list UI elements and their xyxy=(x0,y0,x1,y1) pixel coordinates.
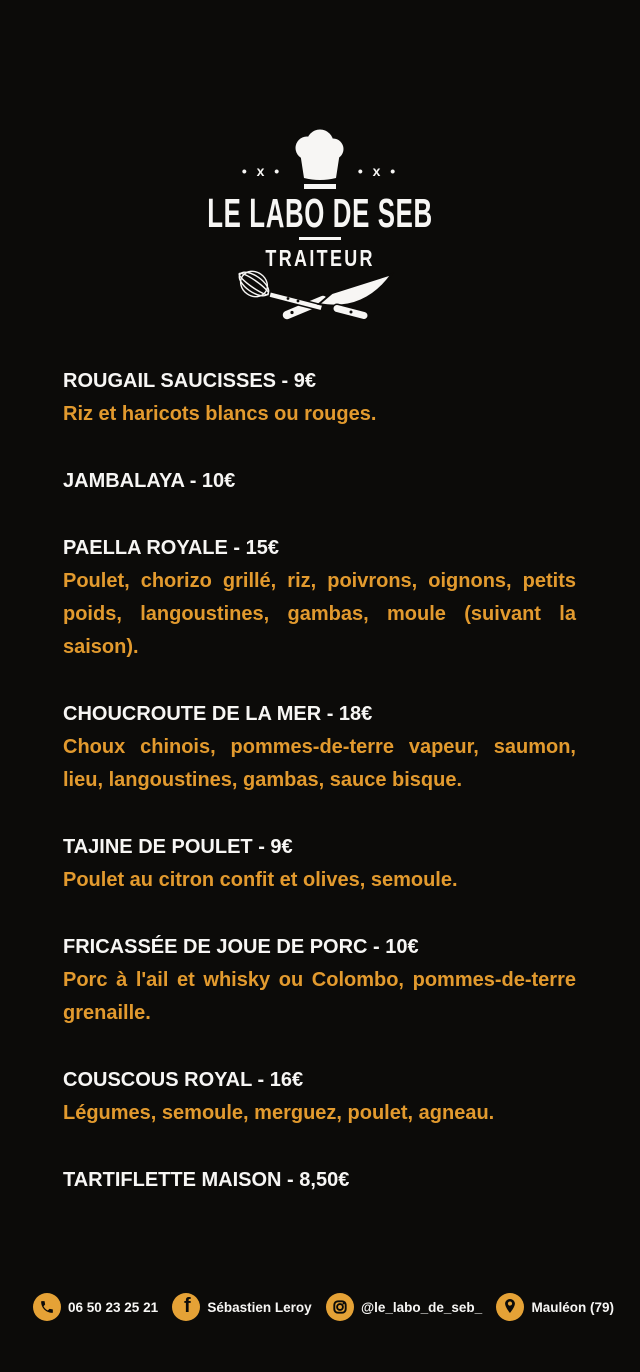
location-pin-icon xyxy=(496,1293,524,1321)
brand-logo xyxy=(0,0,640,340)
menu-item-title: JAMBALAYA - 10€ xyxy=(63,470,236,492)
brand-divider xyxy=(299,237,341,240)
menu-item-title: FRICASSÉE DE JOUE DE PORC - 10€ xyxy=(63,936,419,958)
menu-item-description: Poulet au citron confit et olives, semoule. xyxy=(63,869,458,891)
facebook-contact[interactable] xyxy=(172,1293,311,1321)
chef-hat-icon xyxy=(291,129,349,191)
menu-list xyxy=(63,365,576,1231)
menu-item-couscous-royal xyxy=(63,1064,576,1130)
location-name: Mauléon (79) xyxy=(531,1299,614,1315)
facebook-name: Sébastien Leroy xyxy=(207,1299,312,1315)
menu-item-paella-royale xyxy=(63,532,576,664)
menu-item-tartiflette-maison xyxy=(63,1164,576,1197)
menu-item-description: Choux chinois, pommes-de-terre vapeur, saumon, lieu, langoustines, gambas, sauce bisque. xyxy=(63,736,576,791)
decoration-right: • x • xyxy=(357,163,399,179)
instagram-handle: @le_labo_de_seb_ xyxy=(360,1299,483,1315)
phone-number: 06 50 23 25 21 xyxy=(68,1299,159,1315)
whisk-and-knife-icon xyxy=(224,263,396,323)
menu-item-title: TARTIFLETTE MAISON - 8,50€ xyxy=(63,1169,350,1191)
menu-item-fricassee-de-joue-de-porc xyxy=(63,931,576,1030)
menu-item-description: Porc à l'ail et whisky ou Colombo, pommes-de-terre grenaille. xyxy=(63,969,576,1024)
phone-icon xyxy=(33,1293,61,1321)
contact-footer xyxy=(33,1292,614,1322)
menu-item-rougail-saucisses xyxy=(63,365,576,431)
menu-item-description: Riz et haricots blancs ou rouges. xyxy=(63,403,377,425)
phone-contact[interactable] xyxy=(33,1293,158,1321)
instagram-contact[interactable] xyxy=(326,1293,482,1321)
menu-item-title: COUSCOUS ROYAL - 16€ xyxy=(63,1069,304,1091)
brand-name: LE LABO DE SEB xyxy=(207,190,433,236)
instagram-icon xyxy=(326,1293,354,1321)
menu-item-description: Légumes, semoule, merguez, poulet, agneau. xyxy=(63,1102,495,1124)
menu-item-title: PAELLA ROYALE - 15€ xyxy=(63,537,279,559)
menu-item-jambalaya xyxy=(63,465,576,498)
location-contact[interactable] xyxy=(496,1293,614,1321)
menu-item-tajine-de-poulet xyxy=(63,831,576,897)
menu-item-description: Poulet, chorizo grillé, riz, poivrons, oignons, petits poids, langoustines, gambas, moule (suivant la saison). xyxy=(63,570,576,658)
facebook-icon: f xyxy=(172,1293,200,1321)
menu-item-title: CHOUCROUTE DE LA MER - 18€ xyxy=(63,703,373,725)
menu-item-title: ROUGAIL SAUCISSES - 9€ xyxy=(63,370,317,392)
decoration-left: • x • xyxy=(241,163,283,179)
menu-item-choucroute-de-la-mer xyxy=(63,698,576,797)
brand-tagline: TRAITEUR xyxy=(265,245,375,271)
menu-item-title: TAJINE DE POULET - 9€ xyxy=(63,836,293,858)
